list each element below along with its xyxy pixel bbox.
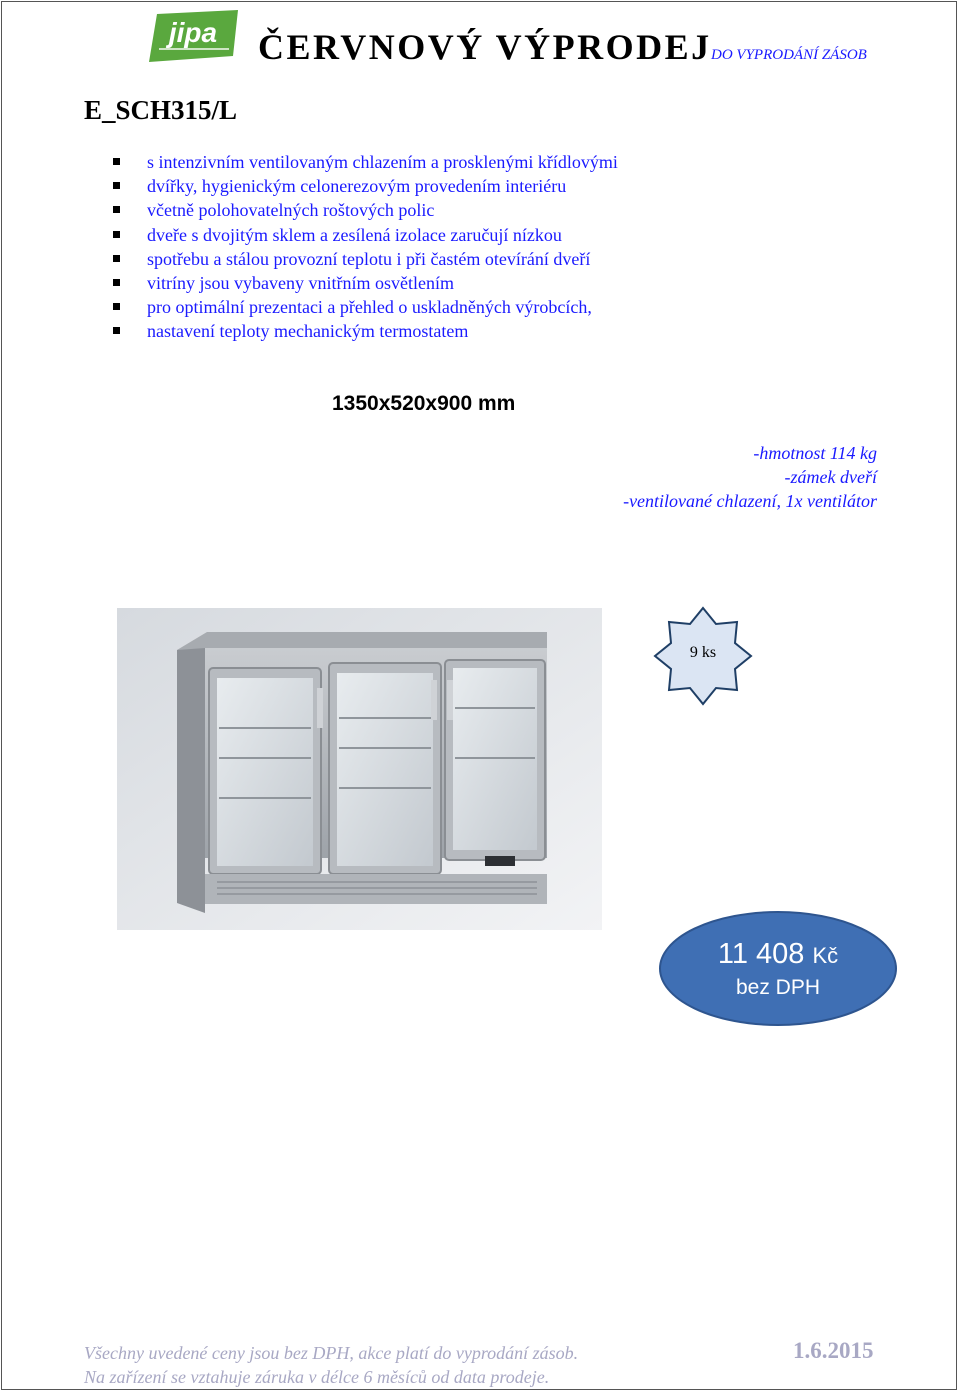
feature-item: dveře s dvojitým sklem a zesílená izolace zaručují nízkou (113, 223, 618, 247)
headline-subtitle: DO VYPRODÁNÍ ZÁSOB (711, 47, 867, 63)
price-value: 11 408 (717, 938, 805, 970)
spec-list (623, 441, 877, 513)
headline: ČERVNOVÝ VÝPRODEJ (258, 27, 712, 67)
price-amount (658, 938, 898, 971)
feature-item: s intenzivním ventilovaným chlazením a prosklenými křídlovými (113, 150, 618, 174)
footer-line-prices: Všechny uvedené ceny jsou bez DPH, akce platí do vyprodání zásob. (84, 1343, 579, 1363)
feature-item: spotřebu a stálou provozní teplotu i při častém otevírání dveří (113, 247, 618, 271)
feature-item: vitríny jsou vybaveny vnitřním osvětlením (113, 271, 618, 295)
feature-item: včetně polohovatelných roštových polic (113, 198, 618, 222)
feature-item: dvířky, hygienickým celonerezovým provedením interiéru (113, 174, 618, 198)
feature-item: pro optimální prezentaci a přehled o uskladněných výrobcích, (113, 295, 618, 319)
price-note: bez DPH (735, 976, 821, 999)
jipa-logo (145, 10, 242, 62)
footer-notes (84, 1341, 578, 1389)
product-photo (117, 608, 602, 930)
feature-list (113, 150, 618, 344)
spec-cooling: -ventilované chlazení, 1x ventilátor (623, 491, 877, 511)
spec-lock: -zámek dveří (784, 467, 877, 487)
quantity-badge-label: 9 ks (689, 644, 717, 661)
product-code: E_SCH315/L (84, 95, 238, 125)
footer-line-warranty: Na zařízení se vztahuje záruka v délce 6 měsíců od data prodeje. (84, 1367, 550, 1387)
spec-weight: -hmotnost 114 kg (753, 443, 877, 463)
footer-date: 1.6.2015 (793, 1338, 874, 1363)
feature-item: nastavení teploty mechanickým termostatem (113, 319, 618, 343)
product-dimensions: 1350x520x900 mm (332, 392, 516, 415)
svg-text:jipa: jipa (168, 17, 218, 48)
price-currency: Kč (812, 943, 839, 968)
